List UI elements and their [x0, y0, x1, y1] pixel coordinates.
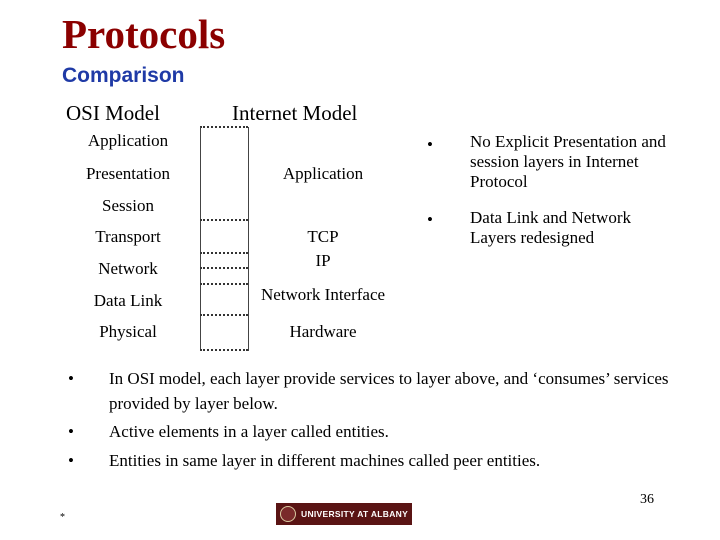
- osi-layer-physical: Physical: [99, 322, 157, 341]
- note-bullet: •: [427, 135, 433, 154]
- slide-title: Protocols: [62, 11, 226, 57]
- bullet-marker: •: [68, 422, 74, 441]
- logo-text: UNIVERSITY AT ALBANY: [301, 509, 409, 519]
- bullet-marker: •: [68, 451, 74, 470]
- corner-mark: *: [60, 512, 65, 523]
- osi-layer-presentation: Presentation: [85, 164, 171, 183]
- internet-layer-application: Application: [282, 164, 364, 183]
- internet-layer-tcp: TCP: [307, 227, 339, 246]
- page-number: 36: [640, 492, 654, 507]
- internet-layer-network-interface: Network Interface: [260, 285, 386, 304]
- osi-layer-network: Network: [98, 259, 158, 278]
- osi-layer-transport: Transport: [95, 227, 161, 246]
- osi-layer-session: Session: [102, 196, 154, 215]
- osi-layer-data-link: Data Link: [93, 291, 163, 310]
- osi-model-header: OSI Model: [66, 101, 160, 125]
- seal-icon: [280, 506, 296, 522]
- osi-layer-application: Application: [87, 131, 169, 150]
- bullet-item: In OSI model, each layer provide services to layer above, and ‘consumes’ services provided by layer below.: [109, 369, 669, 413]
- bullet-marker: •: [68, 369, 74, 388]
- internet-model-header: Internet Model: [232, 101, 358, 125]
- internet-layer-hardware: Hardware: [289, 322, 357, 341]
- university-logo: [276, 503, 412, 525]
- internet-layer-ip: IP: [315, 251, 331, 270]
- note-item: Data Link and Network Layers redesigned: [470, 208, 631, 247]
- bullet-item: Active elements in a layer called entities.: [109, 422, 389, 441]
- bullet-item: Entities in same layer in different machines called peer entities.: [109, 451, 541, 470]
- note-item: No Explicit Presentation and session layers in Internet Protocol: [470, 132, 666, 191]
- slide-subtitle: Comparison: [62, 64, 185, 87]
- note-bullet: •: [427, 210, 433, 229]
